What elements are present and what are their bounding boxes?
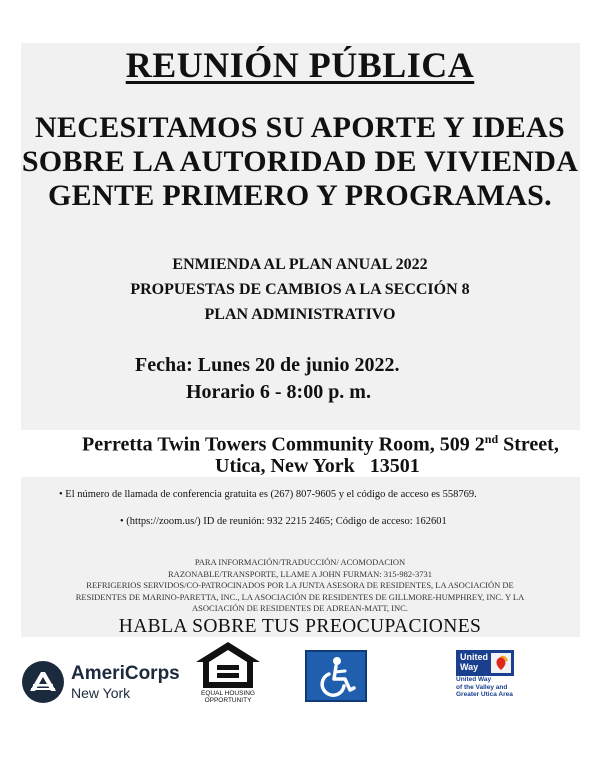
wheelchair-accessibility-icon xyxy=(307,652,365,700)
meeting-time: Horario 6 - 8:00 p. m. xyxy=(186,381,371,403)
headline-line-1: NECESITAMOS SU APORTE Y IDEAS xyxy=(35,111,565,144)
location-street: Street, xyxy=(498,433,559,456)
united-way-caption-3: Greater Utica Area xyxy=(456,691,513,698)
equal-housing-logo xyxy=(193,640,263,704)
americorps-logo-icon xyxy=(21,660,65,704)
americorps-sub: New York xyxy=(71,685,131,701)
united-way-hand-icon xyxy=(491,653,511,673)
location-text: Perretta Twin Towers Community Room, 509 2 xyxy=(82,433,485,456)
location-address-line-1 xyxy=(82,432,559,457)
headline-line-2: SOBRE LA AUTORIDAD DE VIVIENDA xyxy=(21,145,579,178)
page-title: REUNIÓN PÚBLICA xyxy=(125,45,475,85)
subheading-section-8: PROPUESTAS DE CAMBIOS A LA SECCIÓN 8 xyxy=(130,281,470,298)
info-line: RAZONABLE/TRANSPORTE, LLAME A JOHN FURMAN: 315-982-3731 xyxy=(168,568,432,579)
subheading-admin-plan: PLAN ADMINISTRATIVO xyxy=(204,306,396,323)
location-ordinal: nd xyxy=(484,432,499,446)
equal-housing-line-1: EQUAL HOUSING xyxy=(201,690,255,697)
equal-housing-text xyxy=(193,690,263,704)
accessibility-logo xyxy=(305,650,367,702)
info-line: ASOCIACIÓN DE RESIDENTES DE ADREAN-MATT, INC. xyxy=(192,603,408,613)
united-way-word-2: Way xyxy=(460,662,479,672)
location-city-line: Utica, New York 13501 xyxy=(215,455,420,477)
united-way-caption xyxy=(456,676,513,699)
info-line: PARA INFORMACIÓN/TRADUCCIÓN/ ACOMODACION xyxy=(194,557,406,567)
equal-housing-line-2: OPPORTUNITY xyxy=(204,697,252,704)
americorps-name: AmeriCorps xyxy=(71,663,180,684)
contact-info-block xyxy=(0,557,600,615)
united-way-caption-1: United Way xyxy=(456,676,492,683)
conference-call-info: • El número de llamada de conferencia gratuita es (267) 807-9605 y el código de acceso es 558769. xyxy=(59,489,477,500)
tagline: HABLA SOBRE TUS PREOCUPACIONES xyxy=(118,616,482,637)
info-line: REFRIGERIOS SERVIDOS/CO-PATROCINADOS POR LA JUNTA ASESORA DE RESIDENTES, LA ASOCIACIÓN DE xyxy=(86,580,514,590)
zoom-meeting-info: • (https://zoom.us/) ID de reunión: 932 2215 2465; Código de acceso: 162601 xyxy=(120,516,447,527)
united-way-badge xyxy=(456,650,514,676)
united-way-logo xyxy=(456,650,526,702)
meeting-date: Fecha: Lunes 20 de junio 2022. xyxy=(135,354,400,376)
info-line: RESIDENTES DE MARINO-PARETTA, INC., LA ASOCIACIÓN DE RESIDENTES DE GILLMORE-HUMPHREY, INC. Y LA xyxy=(75,591,525,602)
americorps-logo xyxy=(21,660,181,704)
united-way-caption-2: of the Valley and xyxy=(456,683,508,691)
equal-housing-house-icon xyxy=(193,640,263,690)
united-way-badge-text xyxy=(460,652,488,672)
subheading-annual-plan: ENMIENDA AL PLAN ANUAL 2022 xyxy=(172,256,428,273)
headline-line-3: GENTE PRIMERO Y PROGRAMAS. xyxy=(48,179,552,212)
united-way-word-1: United xyxy=(460,652,488,662)
